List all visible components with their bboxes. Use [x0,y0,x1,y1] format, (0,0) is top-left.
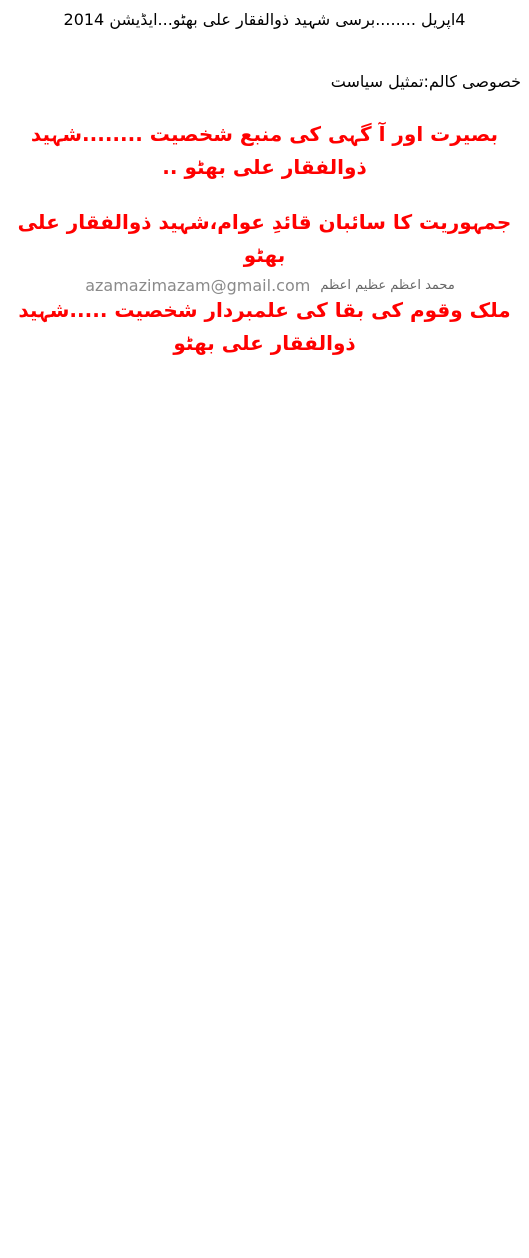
body-line [8,1215,521,1241]
headline-2: جمہوریت کا سائبان قائدِ عوام،شہید ذوالفقار علی بھٹو [17,210,512,267]
body-line [8,1136,521,1162]
body-line [8,1057,521,1083]
body-line [8,1189,521,1215]
body-line [8,951,521,977]
author-name: محمد اعظم عظیم اعظم [320,278,455,293]
body-line [8,1030,521,1056]
headline-1: بصیرت اور آ گہی کی منبع شخصیت ........شہید ذوالفقار علی بھٹو .. [30,122,499,179]
column-label: خصوصی کالم:تمثیل سیاست [330,72,521,91]
article-body [8,344,521,1254]
body-line [8,1004,521,1030]
body-line [8,423,521,449]
edition-header: 4اپریل ........برسی شہید ذوالفقار علی بھٹو...ایڈیشن 2014 [63,10,466,29]
body-line [8,608,521,634]
author-email: azamazimazam@gmail.com [85,276,311,295]
headline-3: ملک وقوم کی بقا کی علمبردار شخصیت .....شہید ذوالفقار علی بھٹو [18,298,511,355]
body-line [8,555,521,581]
body-line [8,925,521,951]
body-line [8,476,521,502]
body-line [8,793,521,819]
body-line [8,370,521,396]
body-line [8,634,521,660]
body-line [8,713,521,739]
body-line [8,502,521,528]
body-line [8,977,521,1003]
body-line [8,740,521,766]
byline [60,276,480,295]
body-line [8,872,521,898]
headline-block [12,118,517,382]
body-line [8,687,521,713]
body-line [8,529,521,555]
body-line [8,819,521,845]
body-line [8,450,521,476]
body-line [8,845,521,871]
body-line [8,1109,521,1135]
body-line [8,397,521,423]
body-line [8,766,521,792]
body-line [8,1162,521,1188]
body-line [8,1083,521,1109]
body-line [8,582,521,608]
body-line [8,661,521,687]
body-line [8,344,521,370]
body-line [8,898,521,924]
